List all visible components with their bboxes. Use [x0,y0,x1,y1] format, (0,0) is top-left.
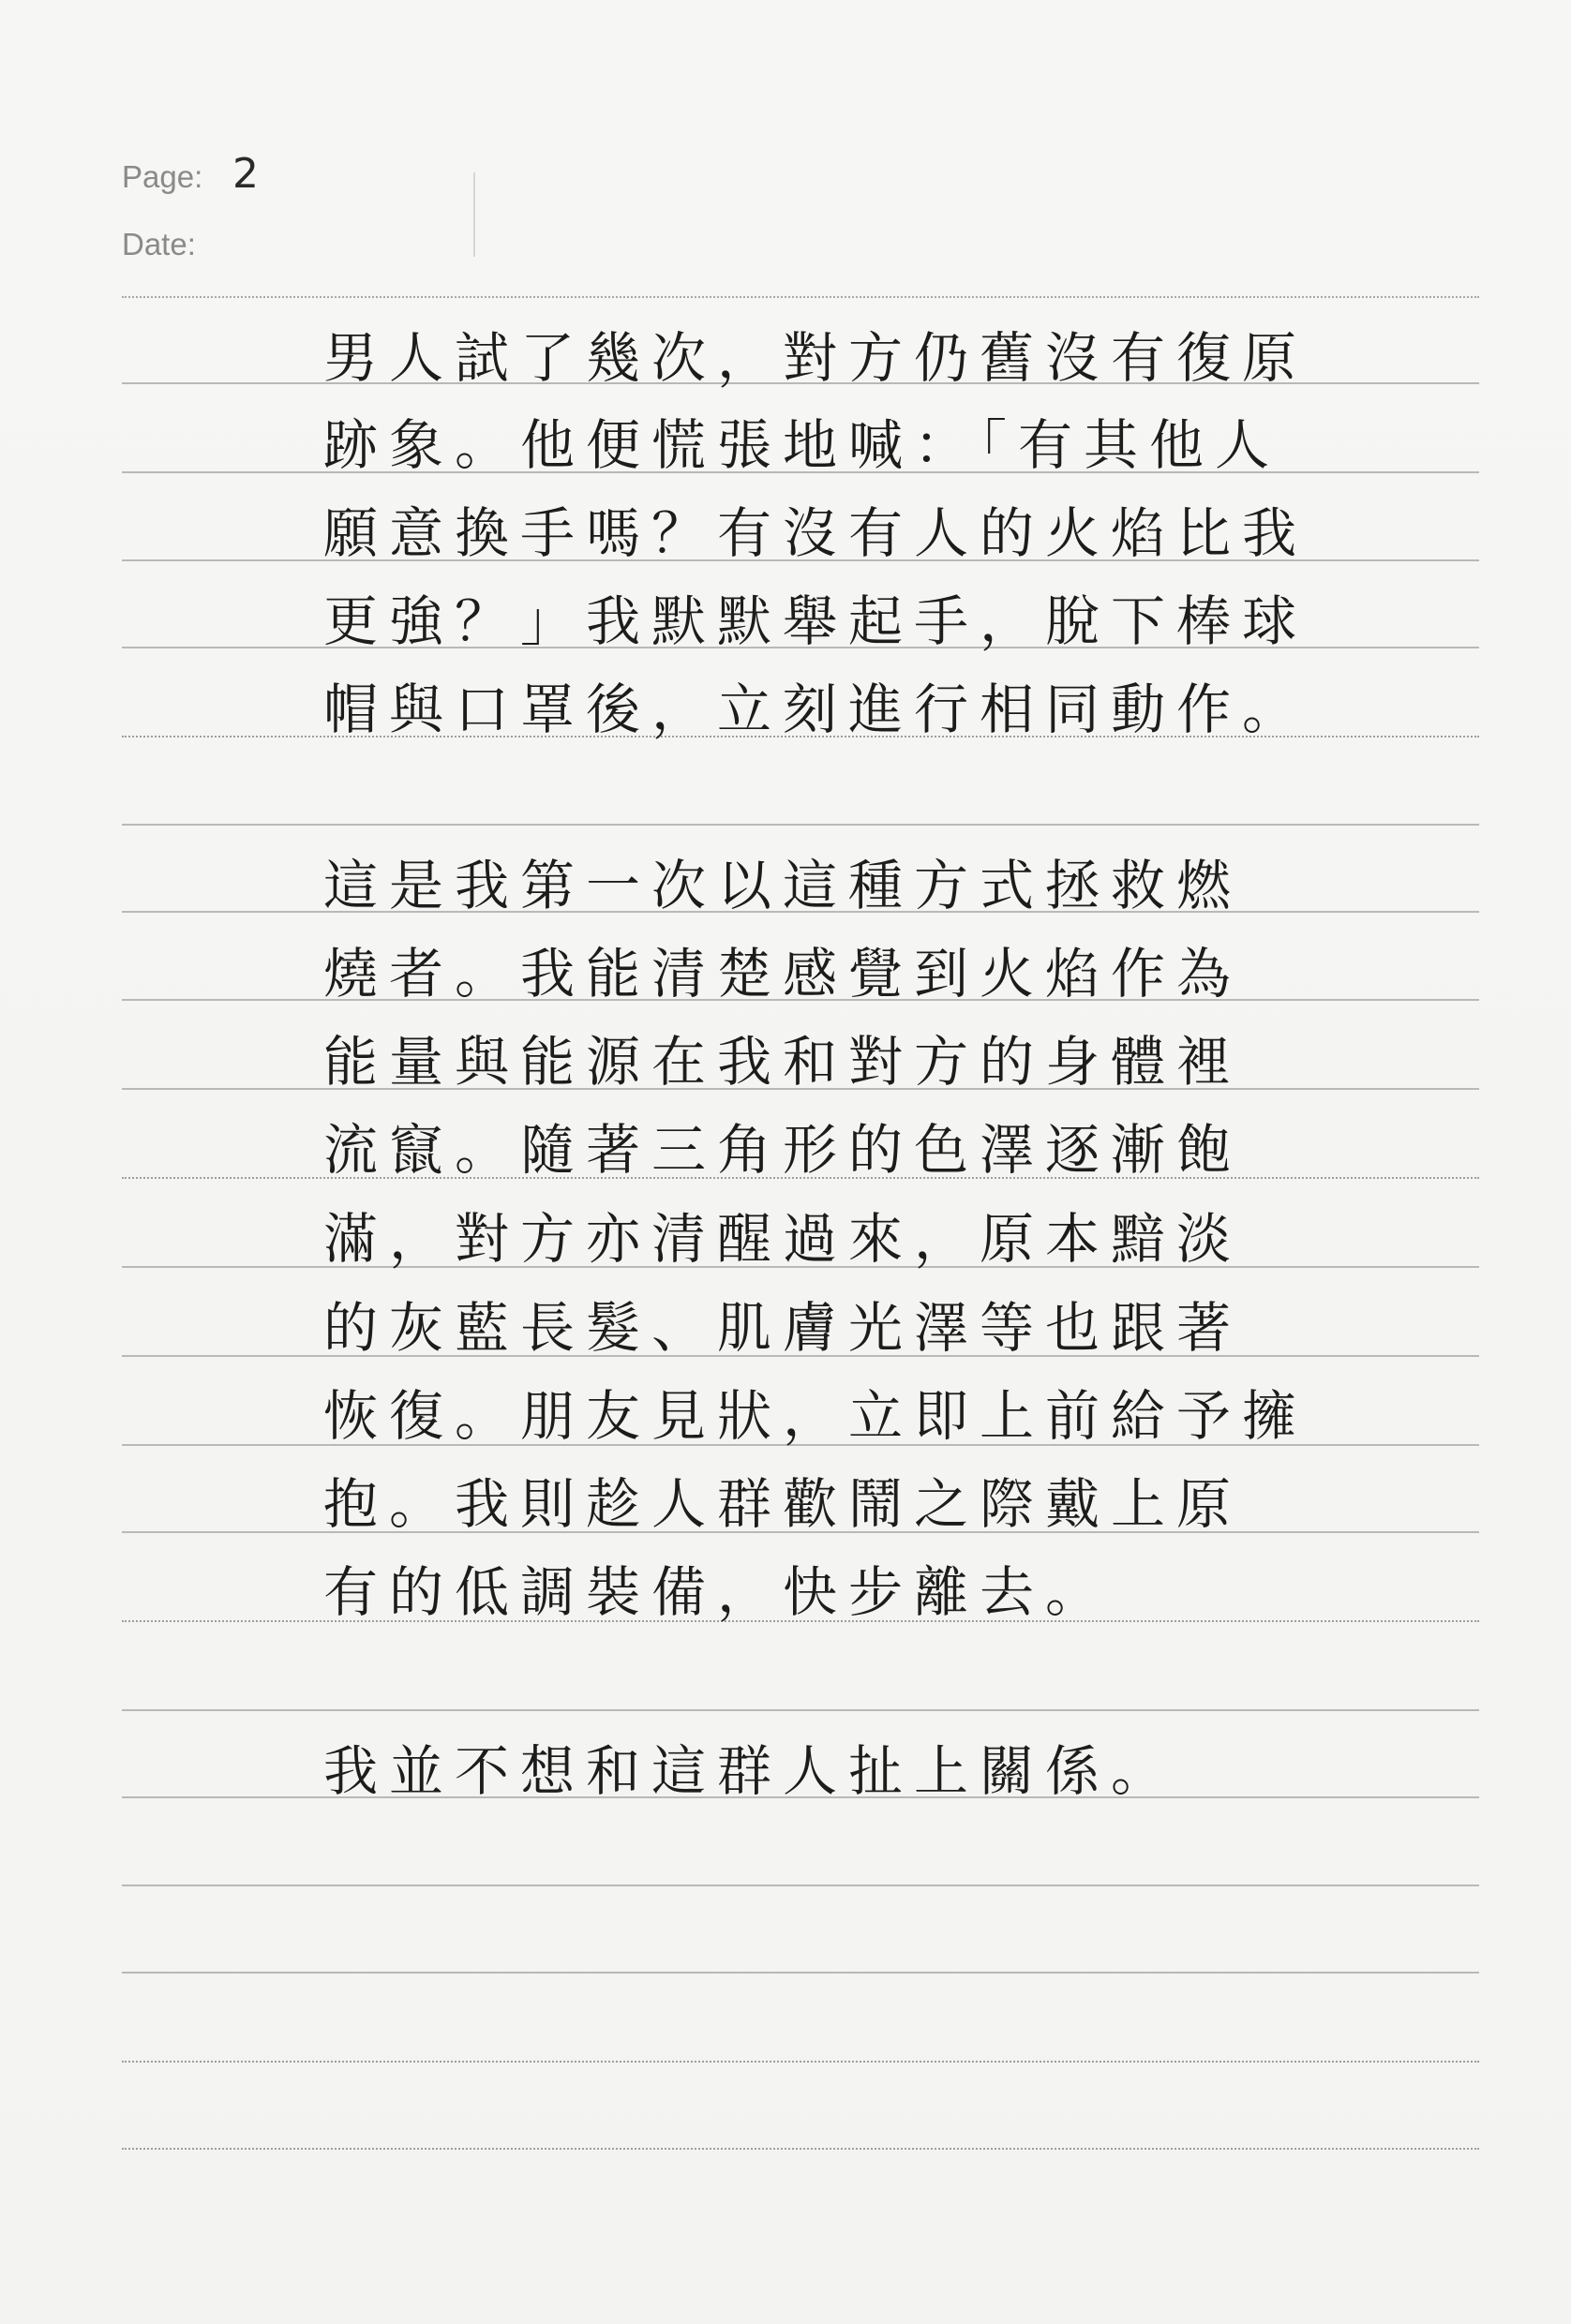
page-number: 2 [232,150,259,198]
text-line: 滿，對方亦清醒過來，原本黯淡 [323,1207,1243,1271]
text-line: 有的低調裝備，快步離去。 [323,1560,1112,1624]
ruled-line [122,2148,1479,2150]
text-line: 抱。我則趁人群歡鬧之際戴上原 [323,1472,1243,1536]
text-line: 更強？」我默默舉起手，脫下棒球 [323,589,1309,653]
text-line: 我並不想和這群人扯上關係。 [323,1739,1177,1803]
ruled-line [122,824,1479,826]
text-line: 的灰藍長髮、肌膚光澤等也跟著 [323,1296,1243,1360]
text-line: 流竄。隨著三角形的色澤逐漸飽 [323,1118,1243,1182]
ruled-line [122,2061,1479,2063]
header-divider [122,296,1479,298]
text-line: 恢復。朋友見狀，立即上前給予擁 [323,1384,1309,1448]
page-label: Page: [122,159,203,194]
text-line: 跡象。他便慌張地喊：「有其他人 [323,413,1281,477]
text-line: 能量與能源在我和對方的身體裡 [323,1030,1243,1094]
ruled-line [122,1885,1479,1886]
date-label: Date: [122,227,196,261]
margin-mark [473,172,475,257]
text-line: 帽與口罩後，立刻進行相同動作。 [323,678,1309,741]
text-line: 願意換手嗎？有沒有人的火焰比我 [323,501,1309,565]
ruled-line [122,1709,1479,1711]
text-line: 男人試了幾次，對方仍舊沒有復原 [323,326,1309,390]
text-line: 燒者。我能清楚感覺到火焰作為 [323,942,1243,1006]
ruled-line [122,1972,1479,1974]
text-line: 這是我第一次以這種方式拯救燃 [323,854,1243,917]
